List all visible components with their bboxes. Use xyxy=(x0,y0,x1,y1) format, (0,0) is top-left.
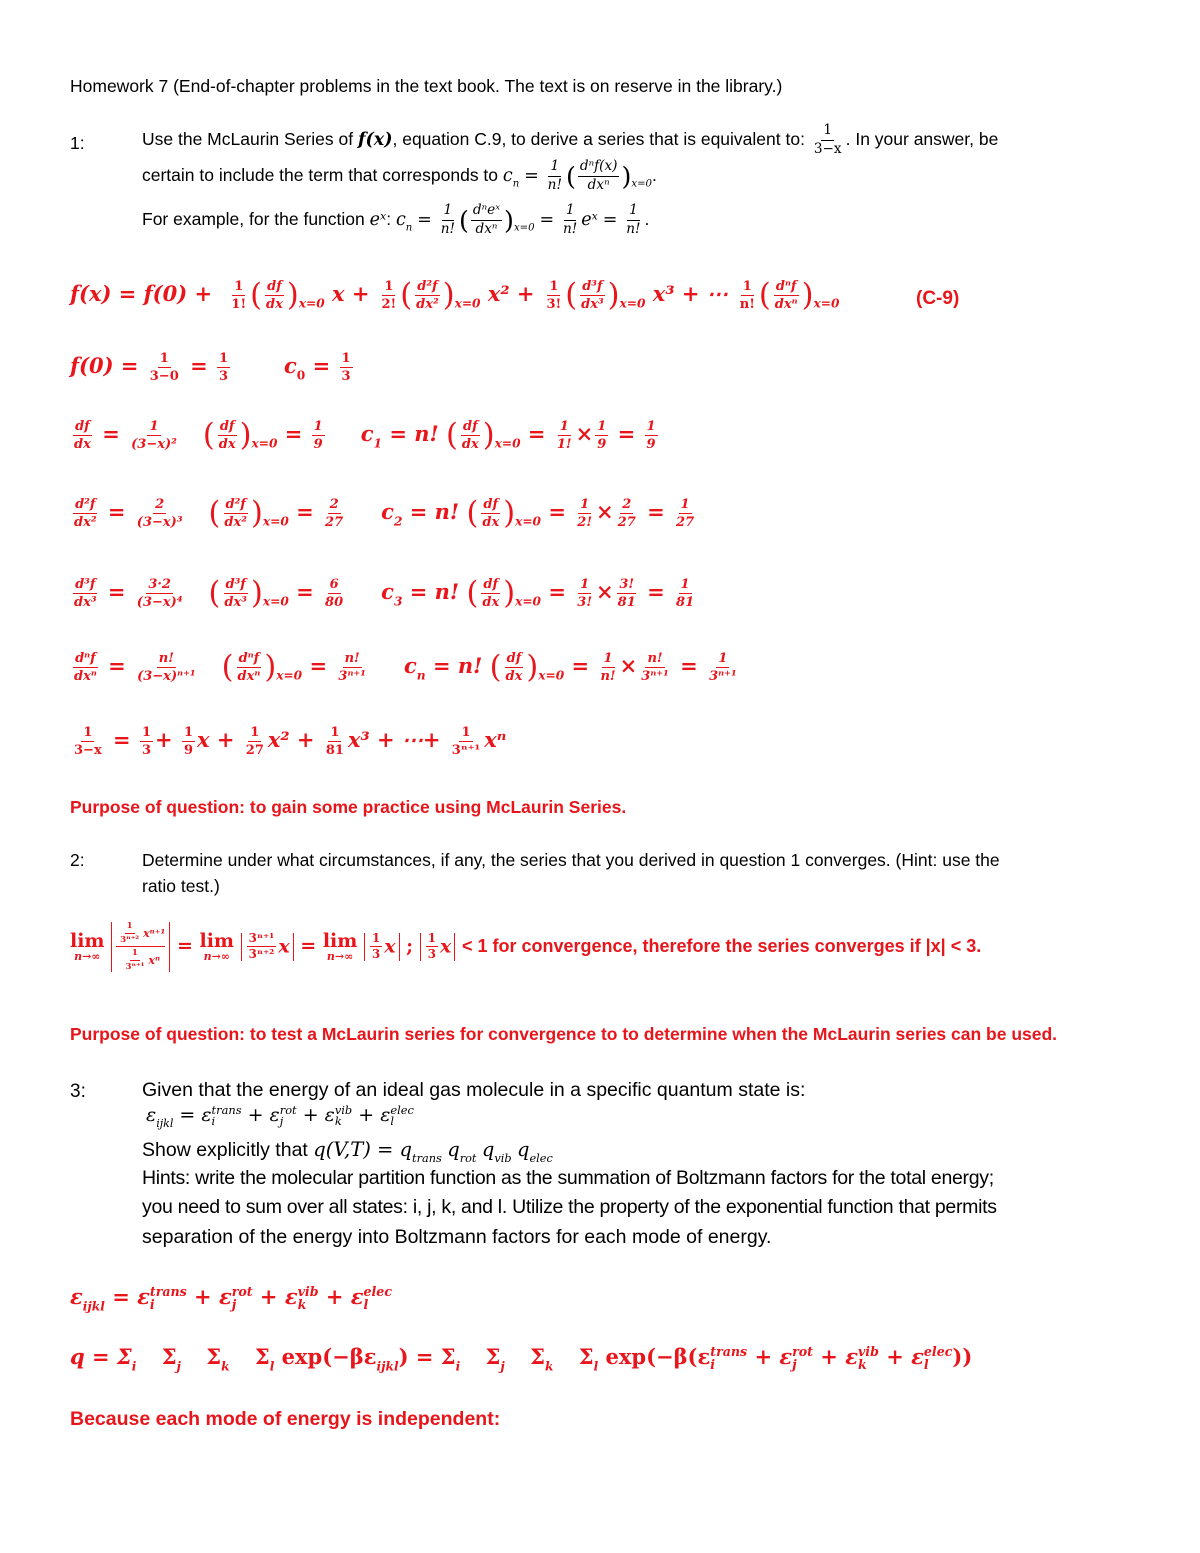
derivative-row: $\frac{\text{dⁿf}}{\text{dxⁿ}}$ = $\frac{n!}{\text{(3−x)ⁿ⁺¹}}$ ( $\frac{\text{dⁿf}}{\text{dxⁿ}}$ )$_{x=0}$ = $\frac{n!}{\text{3ⁿ⁺¹}}$ $c_n = n$! ( $\frac{df}{dx}$ )$_{x=0}$ = $\frac{1}{n!}$ × $\frac{n!}{\text{3ⁿ⁺¹}}$ = $\frac{1}{\text{3ⁿ⁺¹}}$ xyxy=(74,650,737,685)
q1-text-c: . In your answer, be xyxy=(845,128,999,149)
q1-text: Use the McLaurin Series of xyxy=(142,128,354,149)
ratio-test-equation: lim n→∞ $\frac{1}{\text{3ⁿ⁺²}}$ xⁿ⁺¹ $\frac{1}{\text{3ⁿ⁺¹}}$ xⁿ = lim n→∞ $\frac{\text{3ⁿ⁺¹}}{\text{3ⁿ⁺²}}$ x = lim n→∞ $\frac{1}{3}$ x ; $\frac{1}{3}$ x < 1 for convergence, therefore the series converges if |x| < 3. xyxy=(70,921,982,973)
question-1-line-3: For example, for the function eˣ: $c_n$ = $\frac{1}{n!}$ ( $\frac{\text{dⁿeˣ}}{\text{dxⁿ}}$ )$_{x=0}$ = $\frac{1}{n!}$ eˣ = $\frac{1}{n!}$ . xyxy=(142,202,650,237)
c9-term: $\frac{1}{1!}$ ( $\frac{df}{dx}$ )$_{x=0}$ x + xyxy=(231,278,370,313)
question-1-line-2: certain to include the term that corresponds to $c_n$ = $\frac{1}{n!}$ ( $\frac{\text{dⁿf(x)}}{\text{dxⁿ}}$ )$_{x=0}$. xyxy=(142,158,657,193)
question-2-purpose: Purpose of question: to test a McLaurin series for convergence to to determine when the McLaurin series can be used. xyxy=(70,1024,1058,1044)
q1-target-fraction: $\frac{1}{3-x}$ xyxy=(813,122,842,157)
f0-equation: f(0) = $\frac{1}{3-0}$ = $\frac{1}{3}$ xyxy=(70,351,229,385)
series-result-equation: $\frac{1}{3-x}$ = $\frac{1}{3}$ + $\frac{1}{9}$ x + $\frac{1}{27}$ x² + $\frac{1}{81}$ x³ + ⋯+ $\frac{1}{\text{3ⁿ⁺¹}}$ xⁿ xyxy=(74,725,507,759)
question-3-hint-1: Hints: write the molecular partition function as the summation of Boltzmann factors for the total energy; xyxy=(142,1167,994,1189)
derivative-row: $\frac{\text{d²f}}{\text{dx²}}$ = $\frac{2}{\text{(3−x)³}}$ ( $\frac{\text{d²f}}{\text{dx²}}$ )$_{x=0}$ = $\frac{2}{27}$ $c_2 = n$! ( $\frac{df}{dx}$ )$_{x=0}$ = $\frac{1}{2!}$ × $\frac{2}{27}$ = $\frac{1}{27}$ xyxy=(74,496,695,531)
q1-line2-text: certain to include the term that corresponds to xyxy=(142,164,499,185)
question-3-hint-2: you need to sum over all states: i, j, k, and l. Utilize the property of the exponential function that permits xyxy=(142,1196,997,1218)
q1-text-b: , equation C.9, to derive a series that is equivalent to: xyxy=(392,128,805,149)
derivative-row: $\frac{\text{d³f}}{\text{dx³}}$ = $\frac{3\cdot 2}{\text{(3−x)⁴}}$ ( $\frac{\text{d³f}}{\text{dx³}}$ )$_{x=0}$ = $\frac{6}{80}$ $c_3 = n$! ( $\frac{df}{dx}$ )$_{x=0}$ = $\frac{1}{3!}$ × $\frac{3!}{81}$ = $\frac{1}{81}$ xyxy=(74,576,695,611)
mclaurin-series-equation: f(x) = f(0) + $\frac{1}{1!}$ ( $\frac{df}{dx}$ )$_{x=0}$ x + $\frac{1}{2!}$ ( $\frac{\text{d²f}}{\text{dx²}}$ )$_{x=0}$ x² + $\frac{1}{3!}$ ( $\frac{\text{d³f}}{\text{dx³}}$ )$_{x=0}$ x³ + ⋯ $\frac{1}{n!}$ ( $\frac{\text{dⁿf}}{\text{dxⁿ}}$ )$_{x=0}$ xyxy=(70,278,840,313)
question-3-number: 3: xyxy=(70,1081,86,1102)
question-1-purpose: Purpose of question: to gain some practice using McLaurin Series. xyxy=(70,797,627,817)
question-2-line-1: Determine under what circumstances, if any, the series that you derived in question 1 converges. (Hint: use the xyxy=(142,850,1000,870)
partition-function-equation: $q = \Sigma_i$ $\Sigma_j$ $\Sigma_k$ $\Sigma_l$ $\exp(-\beta\varepsilon_{ijkl}) = \Sigma_i$ $\Sigma_j$ $\Sigma_k$ $\Sigma_l$ exp(−β(ε trans i + ε rot j + ε vib k + ε elec l )) xyxy=(70,1343,973,1374)
energy-sum-equation: $\varepsilon_{ijkl} = \varepsilon$ trans i + ε rot j + ε vib k + ε elec l xyxy=(146,1102,414,1131)
question-2-line-2: ratio test.) xyxy=(142,876,220,896)
c0-equation: $c_0$ = $\frac{1}{3}$ xyxy=(284,351,351,385)
independence-note: Because each mode of energy is independent: xyxy=(70,1408,501,1430)
equation-label-c9: (C-9) xyxy=(916,288,960,309)
homework-title: Homework 7 (End-of-chapter problems in the text book. The text is on reserve in the library.) xyxy=(70,76,783,96)
energy-answer-equation: $\varepsilon_{ijkl} = \varepsilon$ trans i + ε rot j + ε vib k + ε elec l xyxy=(70,1283,392,1314)
question-3-hint-3: separation of the energy into Boltzmann factors for each mode of energy. xyxy=(142,1226,772,1248)
question-1-number: 1: xyxy=(70,133,85,153)
question-2-number: 2: xyxy=(70,850,85,870)
q1-fx: f(x) xyxy=(357,129,393,150)
question-3-line-3: Show explicitly that $q(V,T) = q_{trans}$ $q_{rot}$ $q_{vib}$ $q_{elec}$ xyxy=(142,1138,553,1166)
question-1-line-1 xyxy=(142,124,998,156)
question-3-line-1: Given that the energy of an ideal gas molecule in a specific quantum state is: xyxy=(142,1079,806,1101)
derivative-row: $\frac{df}{dx}$ = $\frac{1}{\text{(3−x)²}}$ ( $\frac{df}{dx}$ )$_{x=0}$ = $\frac{1}{9}$ $c_1 = n$! ( $\frac{df}{dx}$ )$_{x=0}$ = $\frac{1}{1!}$ × $\frac{1}{9}$ = $\frac{1}{9}$ xyxy=(74,418,656,453)
c9-term: $\frac{1}{n!}$ ( $\frac{\text{dⁿf}}{\text{dxⁿ}}$ )$_{x=0}$ xyxy=(739,278,840,313)
q1-example-text: For example, for the function xyxy=(142,208,365,229)
c9-term: $\frac{1}{3!}$ ( $\frac{\text{d³f}}{\text{dx³}}$ )$_{x=0}$ x³ + ⋯ xyxy=(546,278,728,313)
c9-term: $\frac{1}{2!}$ ( $\frac{\text{d²f}}{\text{dx²}}$ )$_{x=0}$ x² + xyxy=(381,278,535,313)
